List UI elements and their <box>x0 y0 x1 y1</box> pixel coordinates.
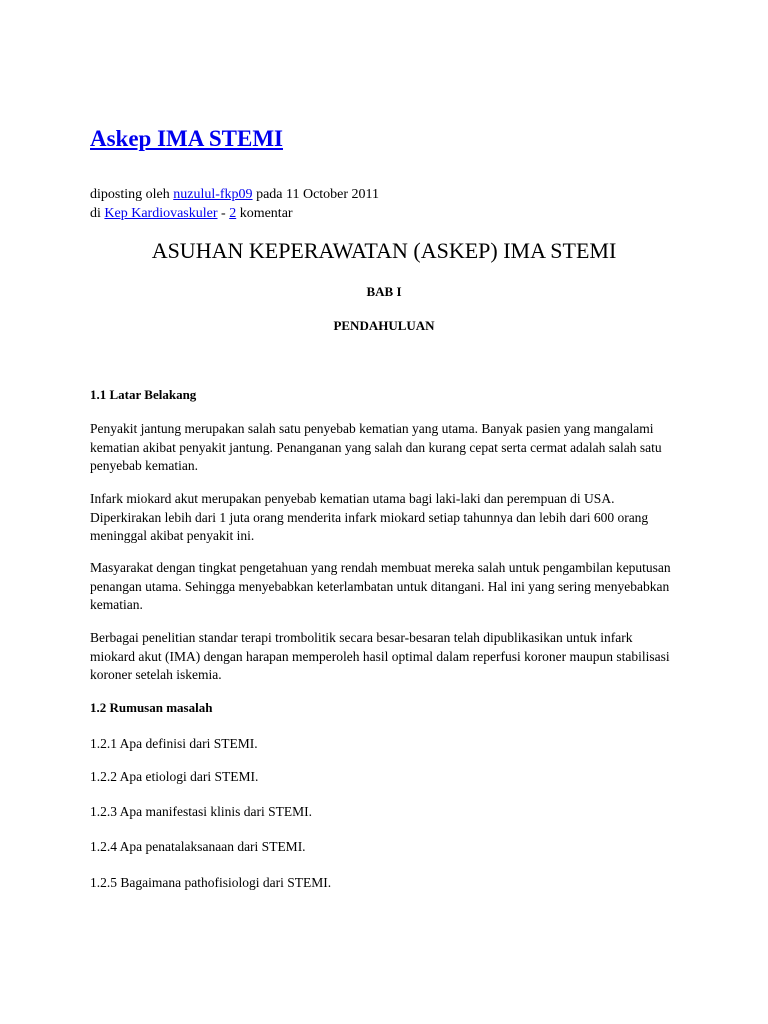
list-item: 1.2.1 Apa definisi dari STEMI. <box>90 736 258 751</box>
list-item: 1.2.3 Apa manifestasi klinis dari STEMI. <box>90 804 312 819</box>
author-link[interactable]: nuzulul-fkp09 <box>173 187 253 202</box>
main-heading: ASUHAN KEPERAWATAN (ASKEP) IMA STEMI <box>151 238 617 263</box>
section-title-rumusan-masalah: 1.2 Rumusan masalah <box>90 700 213 715</box>
chapter-number: BAB I <box>366 284 402 299</box>
list-item: 1.2.4 Apa penatalaksanaan dari STEMI. <box>90 839 306 854</box>
post-meta-line2 <box>90 204 379 223</box>
comment-count-link[interactable]: 2 <box>229 206 237 221</box>
meta-separator: - <box>217 206 230 221</box>
post-title-link[interactable]: Askep IMA STEMI <box>90 126 283 151</box>
posted-by-prefix: diposting oleh <box>90 187 174 202</box>
post-meta <box>90 185 379 223</box>
post-meta-line1 <box>90 185 379 204</box>
post-title <box>90 124 283 154</box>
category-link[interactable]: Kep Kardiovaskuler <box>104 206 218 221</box>
paragraph: Penyakit jantung merupakan salah satu penyebab kematian yang utama. Banyak pasien yang mangalami kematian akibat penyakit jantung. Penanganan yang salah dan kurang cepat serta cermat adalah salah satu penyebab kematian. <box>90 421 662 473</box>
paragraph: Berbagai penelitian standar terapi trombolitik secara besar-besaran telah dipublikasikan untuk infark miokard akut (IMA) dengan harapan memperoleh hasil optimal dalam reperfusi koroner maupun stabilisasi koroner setelah iskemia. <box>90 630 670 682</box>
comment-label: komentar <box>236 206 293 221</box>
list-item: 1.2.2 Apa etiologi dari STEMI. <box>90 769 259 784</box>
category-prefix: di <box>90 206 105 221</box>
paragraph: Infark miokard akut merupakan penyebab kematian utama bagi laki-laki dan perempuan di USA. Diperkirakan lebih dari 1 juta orang menderita infark miokard setiap tahunnya dan lebih dari 600 orang meninggal akibat penyakit ini. <box>90 491 649 543</box>
paragraph: Masyarakat dengan tingkat pengetahuan yang rendah membuat mereka salah untuk pengambilan keputusan penangan utama. Sehingga menyebabkan keterlambatan untuk ditangani. Hal ini yang sering menyebabkan kematian. <box>90 560 671 612</box>
section-title-latar-belakang: 1.1 Latar Belakang <box>90 387 197 402</box>
list-item: 1.2.5 Bagaimana pathofisiologi dari STEMI. <box>90 875 332 890</box>
post-date: pada 11 October 2011 <box>252 187 380 202</box>
chapter-title: PENDAHULUAN <box>333 318 435 333</box>
